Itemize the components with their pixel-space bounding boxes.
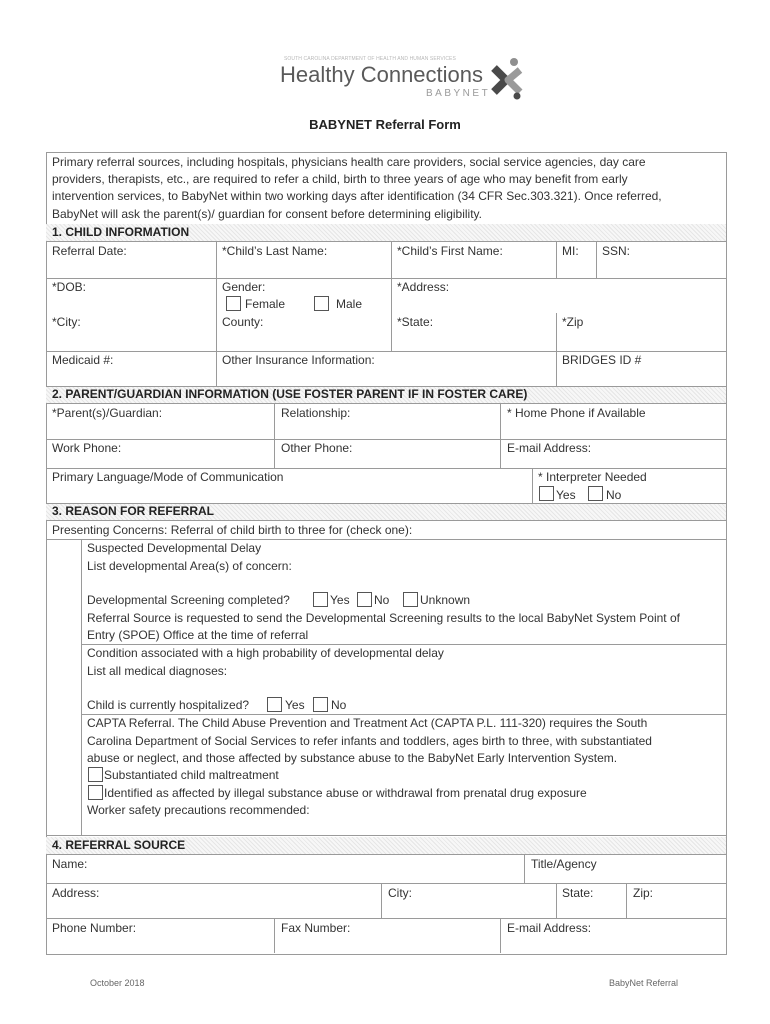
child-last-name-field[interactable]: *Child’s Last Name: — [222, 244, 328, 258]
ssn-field[interactable]: SSN: — [602, 244, 631, 258]
capta-referral-line-2: Carolina Department of Social Services to refer infants and toddlers, ages birth to three, with substantiated — [87, 734, 652, 748]
worker-safety-field[interactable]: Worker safety precautions recommended: — [87, 803, 310, 817]
divider — [46, 439, 726, 440]
home-phone-field[interactable]: * Home Phone if Available — [507, 406, 646, 420]
divider — [391, 278, 392, 351]
hospitalized-yes-checkbox[interactable] — [267, 697, 282, 712]
divider — [216, 351, 217, 386]
logo-name: Healthy Connections — [280, 62, 484, 87]
dob-field[interactable]: *DOB: — [52, 280, 87, 294]
divider — [46, 386, 726, 387]
divider — [46, 539, 726, 540]
section1-header — [46, 224, 726, 241]
intro-line-4: BabyNet will ask the parent(s)/ guardian for consent before determining eligibility. — [52, 207, 482, 221]
hospitalized-yes-label: Yes — [285, 698, 305, 712]
source-address-field[interactable]: Address: — [52, 886, 100, 900]
interpreter-needed-label: * Interpreter Needed — [538, 470, 647, 484]
hospitalized-no-checkbox[interactable] — [313, 697, 328, 712]
divider — [46, 503, 726, 504]
divider — [46, 854, 726, 855]
other-insurance-field[interactable]: Other Insurance Information: — [222, 353, 375, 367]
mi-field[interactable]: MI: — [562, 244, 579, 258]
presenting-concerns-label: Presenting Concerns: Referral of child birth to three for (check one): — [52, 523, 413, 537]
address-field[interactable]: *Address: — [397, 280, 450, 294]
divider — [556, 241, 557, 278]
intro-line-2: providers, therapists, etc., are required to refer a child, birth to three years of age who may benefit from early — [52, 172, 628, 186]
logo-x-mark-icon — [490, 56, 526, 100]
source-name-field[interactable]: Name: — [52, 857, 88, 871]
divider — [81, 539, 82, 835]
screening-unknown-checkbox[interactable] — [403, 592, 418, 607]
source-fax-field[interactable]: Fax Number: — [281, 921, 351, 935]
divider — [500, 403, 501, 468]
female-label: Female — [245, 297, 286, 311]
parent-guardian-field[interactable]: *Parent(s)/Guardian: — [52, 406, 163, 420]
screening-yes-label: Yes — [330, 593, 350, 607]
section2-header-text: 2. PARENT/GUARDIAN INFORMATION (USE FOSTER PARENT IF IN FOSTER CARE) — [52, 387, 528, 401]
screening-no-label: No — [374, 593, 390, 607]
interpreter-no-label: No — [606, 488, 622, 502]
male-checkbox[interactable] — [314, 296, 329, 311]
other-phone-field[interactable]: Other Phone: — [281, 441, 353, 455]
source-email-field[interactable]: E-mail Address: — [507, 921, 592, 935]
divider — [46, 883, 726, 884]
title-agency-field[interactable]: Title/Agency — [531, 857, 597, 871]
gender-label: Gender: — [222, 280, 266, 294]
source-state-field[interactable]: State: — [562, 886, 594, 900]
logo-sub: BABYNET — [426, 88, 491, 99]
hospitalized-label: Child is currently hospitalized? — [87, 698, 250, 712]
divider — [46, 468, 726, 469]
logo-dept-text: SOUTH CAROLINA DEPARTMENT OF HEALTH AND HUMAN SERVICES — [284, 56, 456, 62]
section1-header-text: 1. CHILD INFORMATION — [52, 225, 190, 239]
footer-title: BabyNet Referral — [609, 978, 679, 988]
divider — [556, 351, 557, 386]
interpreter-no-checkbox[interactable] — [588, 486, 603, 501]
list-areas-label: List developmental Area(s) of concern: — [87, 559, 292, 573]
divider — [216, 278, 217, 351]
capta-referral-line-3: abuse or neglect, and those affected by substance abuse to the BabyNet Early Intervention System. — [87, 751, 618, 765]
divider — [46, 241, 726, 242]
divider — [46, 403, 726, 404]
screening-yes-checkbox[interactable] — [313, 592, 328, 607]
suspected-delay-option[interactable]: Suspected Developmental Delay — [87, 541, 262, 555]
source-phone-field[interactable]: Phone Number: — [52, 921, 137, 935]
divider — [274, 403, 275, 468]
relationship-field[interactable]: Relationship: — [281, 406, 351, 420]
interpreter-yes-label: Yes — [556, 488, 576, 502]
work-phone-field[interactable]: Work Phone: — [52, 441, 122, 455]
divider — [81, 714, 726, 715]
identified-label: Identified as affected by illegal substance abuse or withdrawal from prenatal drug exposure — [104, 786, 587, 800]
divider — [524, 854, 525, 883]
medicaid-field[interactable]: Medicaid #: — [52, 353, 114, 367]
section4-header-text: 4. REFERRAL SOURCE — [52, 838, 186, 852]
divider — [532, 468, 533, 503]
divider — [216, 241, 217, 278]
logo — [280, 52, 530, 104]
divider — [596, 241, 597, 278]
substantiated-checkbox[interactable] — [88, 767, 103, 782]
child-first-name-field[interactable]: *Child’s First Name: — [397, 244, 503, 258]
divider — [46, 835, 726, 836]
referral-source-note-2: Entry (SPOE) Office at the time of referral — [87, 628, 309, 642]
section3-header — [46, 503, 726, 520]
county-field[interactable]: County: — [222, 315, 264, 329]
screening-completed-label: Developmental Screening completed? — [87, 593, 290, 607]
primary-language-field[interactable]: Primary Language/Mode of Communication — [52, 470, 284, 484]
divider — [500, 918, 501, 953]
city-field[interactable]: *City: — [52, 315, 81, 329]
referral-date-field[interactable]: Referral Date: — [52, 244, 127, 258]
divider — [81, 644, 726, 645]
form-title: BABYNET Referral Form — [309, 117, 461, 132]
divider — [556, 313, 557, 351]
state-field[interactable]: *State: — [397, 315, 434, 329]
zip-field[interactable]: *Zip — [562, 315, 584, 329]
bridges-id-field[interactable]: BRIDGES ID # — [562, 353, 642, 367]
identified-checkbox[interactable] — [88, 785, 103, 800]
divider — [381, 883, 382, 918]
section4-header — [46, 837, 726, 854]
screening-unknown-label: Unknown — [420, 593, 471, 607]
source-city-field[interactable]: City: — [388, 886, 412, 900]
footer-date: October 2018 — [90, 978, 145, 988]
screening-no-checkbox[interactable] — [357, 592, 372, 607]
hospitalized-no-label: No — [331, 698, 347, 712]
section2-header — [46, 386, 726, 403]
divider — [391, 241, 392, 278]
substantiated-label: Substantiated child maltreatment — [104, 768, 279, 782]
intro-line-3: intervention services, to BabyNet within two working days after identification (34 CFR Sec.303.321). Once referred, — [52, 189, 662, 203]
source-zip-field[interactable]: Zip: — [633, 886, 654, 900]
divider — [626, 883, 627, 918]
interpreter-yes-checkbox[interactable] — [539, 486, 554, 501]
diagnoses-label: List all medical diagnoses: — [87, 664, 228, 678]
divider — [556, 883, 557, 918]
divider — [46, 520, 726, 521]
male-label: Male — [336, 297, 363, 311]
email-field[interactable]: E-mail Address: — [507, 441, 592, 455]
divider — [46, 918, 726, 919]
divider — [46, 278, 726, 279]
divider — [274, 918, 275, 953]
referral-source-note-1: Referral Source is requested to send the Developmental Screening results to the local BabyNet System Point of — [87, 611, 680, 625]
capta-referral-line-1[interactable]: CAPTA Referral. The Child Abuse Prevention and Treatment Act (CAPTA P.L. 111-320) requires the South — [87, 716, 648, 730]
condition-option[interactable]: Condition associated with a high probability of developmental delay — [87, 646, 444, 660]
intro-line-1: Primary referral sources, including hospitals, physicians health care providers, social service agencies, day care — [52, 155, 646, 169]
female-checkbox[interactable] — [226, 296, 241, 311]
section3-header-text: 3. REASON FOR REFERRAL — [52, 504, 215, 518]
divider — [46, 351, 726, 352]
